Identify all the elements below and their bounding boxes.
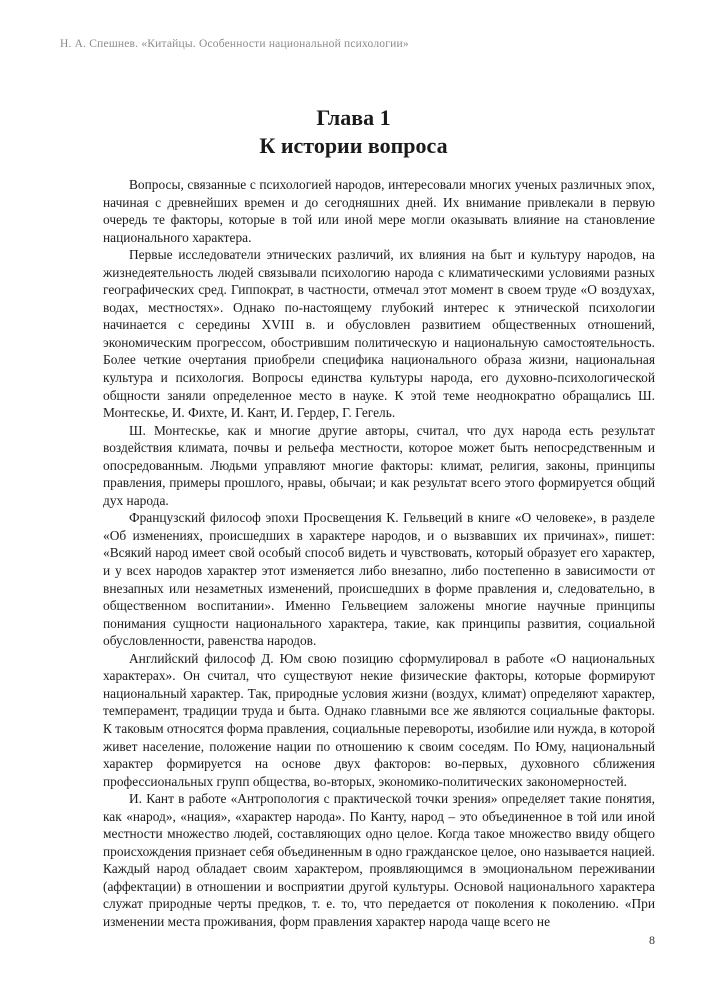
body-text (103, 176, 655, 931)
paragraph: Французский философ эпохи Просвещения К. Гельвеций в книге «О человеке», в разделе «Об изменениях, происшедших в характере народов, и о вызвавших их причинах», пишет: «Всякий народ имеет свой особый способ видеть и чувствовать, который образует его характер, и у всех народов характер этот изменяется либо внезапно, либо постепенно в зависимости от внезапных или незаметных изменений, происшедших в форме правления и, следовательно, в общественном воспитании». Именно Гельвецием заложены многие научные принципы понимания сущности национального характера, такие, как принципы развития, социальной обусловленности, равенства народов. (103, 510, 655, 649)
paragraph: Ш. Монтескье, как и многие другие авторы, считал, что дух народа есть результат воздействия климата, почвы и рельефа местности, которое может быть непосредственным и опосредованным. Людьми управляют многие факторы: климат, религия, законы, принципы правления, примеры прошлого, нравы, обычаи; и как результат всего этого формируется общий дух народа. (103, 422, 655, 508)
running-header: Н. А. Спешнев. «Китайцы. Особенности национальной психологии» (60, 38, 409, 50)
chapter-number: Глава 1 (316, 105, 391, 130)
chapter-heading (0, 104, 707, 160)
page-number: 8 (649, 933, 655, 947)
paragraph: И. Кант в работе «Антропология с практической точки зрения» определяет такие понятия, как «народ», «нация», «характер народа». По Канту, народ – это объединенное в той или иной местности множество людей, составляющих одно целое. Когда такое множество ввиду общего происхождения признает себя объединенным в одно гражданское целое, оно называется нацией. Каждый народ обладает своим характером, проявляющимся в эмоциональном переживании (аффектации) в отношении и восприятии другой культуры. Основой национального характера служат природные черты предков, т. е. то, что передается от поколения к поколению. «При изменении места проживания, форм правления характер народа чаще всего не (103, 791, 655, 929)
paragraph: Вопросы, связанные с психологией народов, интересовали многих ученых различных эпох, начиная с древнейших времен и до сегодняшних дней. Их внимание привлекали в первую очередь те факторы, которые в той или иной мере могли оказывать влияние на становление национального характера. (103, 177, 655, 245)
paragraph: Первые исследователи этнических различий, их влияния на быт и культуру народов, на жизнедеятельность людей связывали психологию народа с климатическими условиями разных географических сред. Гиппократ, в частности, отмечал этот момент в своем труде «О воздухах, водах, местностях». Однако по-настоящему глубокий интерес к этнической психологии начинается с середины XVIII в. и обусловлен развитием общественных отношений, экономическим прогрессом, обострившим политическую и национальную самостоятельность. Более четкие очертания приобрели специфика национального образа жизни, национальная культура и психология. Вопросы единства культуры народа, его духовно-психологической общности заняли определенное место в науке. К этой теме неоднократно обращались Ш. Монтескье, И. Фихте, И. Кант, И. Гердер, Г. Гегель. (103, 247, 655, 421)
chapter-title: К истории вопроса (259, 133, 448, 158)
paragraph: Английский философ Д. Юм свою позицию сформулировал в работе «О национальных характерах». Он считал, что существуют некие физические факторы, которые формируют национальный характер. Так, природные условия жизни (воздух, климат) определяют характер, темперамент, традиции труда и быта. Однако главными все же являются социальные факторы. К таковым относятся форма правления, социальные перевороты, изобилие или нужда, в которой живет население, положение нации по отношению к своим соседям. По Юму, национальный характер формируется на основе двух факторов: во-первых, духовного сближения профессиональных групп общества, во-вторых, экономико-политических закономерностей. (103, 650, 655, 789)
